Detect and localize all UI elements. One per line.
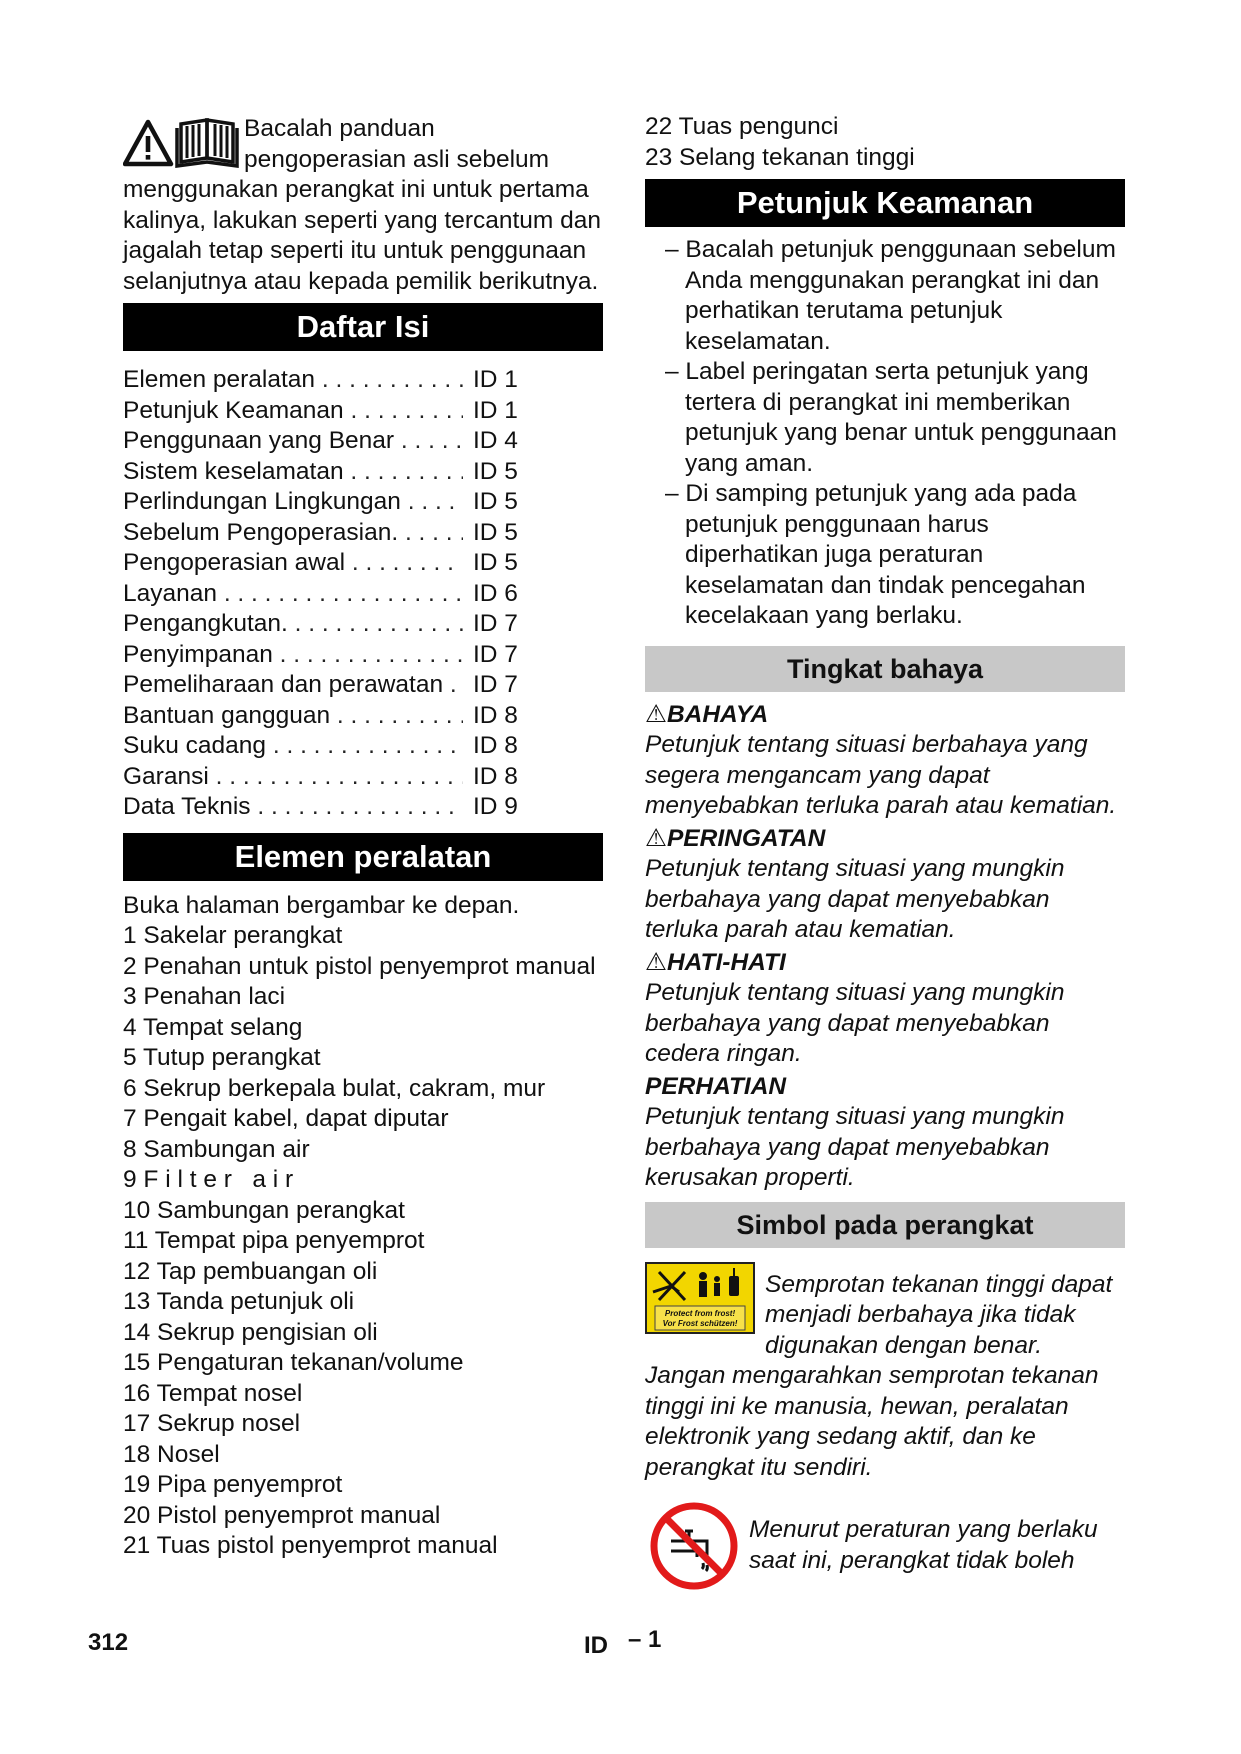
safety-heading: Petunjuk Keamanan bbox=[645, 179, 1125, 227]
toc-entry bbox=[123, 792, 603, 823]
toc-entry-label: Pemeliharaan dan perawatan . . . bbox=[123, 670, 463, 701]
element-item: 3 Penahan laci bbox=[123, 983, 286, 1010]
toc-entry-page: ID 5 bbox=[473, 457, 518, 485]
element-item: 17 Sekrup nosel bbox=[123, 1410, 301, 1437]
element-item: 23 Selang tekanan tinggi bbox=[645, 143, 915, 171]
element-item: 22 Tuas pengunci bbox=[645, 113, 839, 140]
danger-level-text: Petunjuk tentang situasi yang mungkin berbahaya yang dapat menyebabkan terluka parah atau kematian. bbox=[645, 855, 1065, 943]
toc-entry-page: ID 7 bbox=[473, 610, 518, 637]
safety-item: – Label peringatan serta petunjuk yang tertera di perangkat ini memberikan petunjuk yang benar untuk penggunaan yang aman. bbox=[665, 358, 1117, 477]
intro-text: Bacalah panduan pengoperasian asli sebelum menggunakan perangkat ini untuk pertama kalinya, lakukan seperti yang tercantum dan jagalah tetap seperti itu untuk penggunaan selanjutnya atau kepada pemilik berikutnya. bbox=[123, 115, 602, 295]
element-item: 12 Tap pembuangan oli bbox=[123, 1257, 378, 1285]
element-item: 4 Tempat selang bbox=[123, 1013, 303, 1041]
toc-entry-label: Sebelum Pengoperasian. . . . bbox=[123, 518, 463, 549]
intro-icons bbox=[123, 112, 240, 170]
left-column bbox=[123, 112, 603, 1562]
toc-list bbox=[123, 365, 603, 823]
toc-entry-label: Garansi . . . bbox=[123, 762, 463, 793]
toc-entry-label: Pengoperasian awal . . . bbox=[123, 548, 463, 579]
toc-entry-page: ID 8 bbox=[473, 701, 518, 729]
element-item: 15 Pengaturan tekanan/volume bbox=[123, 1349, 464, 1376]
toc-entry-label: Data Teknis . . . bbox=[123, 792, 463, 823]
element-item: 9 F i l t e r a i r bbox=[123, 1166, 294, 1193]
toc-entry bbox=[123, 548, 603, 579]
toc-entry-label: Layanan . . . bbox=[123, 579, 463, 610]
toc-entry bbox=[123, 579, 603, 610]
intro-block bbox=[123, 112, 603, 297]
toc-entry bbox=[123, 640, 603, 671]
warning-symbol-icon: ⚠ bbox=[645, 948, 667, 976]
footer-page-number: 312 bbox=[88, 1629, 129, 1656]
open-book-icon bbox=[177, 120, 237, 166]
danger-level-name: PERINGATAN bbox=[666, 824, 826, 852]
toc-entry bbox=[123, 396, 603, 427]
toc-entry-page: ID 8 bbox=[473, 732, 518, 759]
elements-list-left bbox=[123, 921, 603, 1562]
danger-level-name: HATI-HATI bbox=[666, 948, 786, 976]
elements-intro: Buka halaman bergambar ke depan. bbox=[123, 891, 520, 919]
toc-entry-label: Petunjuk Keamanan . . . bbox=[123, 396, 463, 427]
warning-symbol-icon: ⚠ bbox=[645, 700, 667, 728]
toc-entry-label: Penggunaan yang Benar . . . bbox=[123, 426, 463, 457]
no-drinking-water-connection-icon bbox=[649, 1501, 739, 1600]
label-caption-line-2: Vor Frost schützen! bbox=[662, 1318, 738, 1328]
footer-section-page: – 1 bbox=[628, 1626, 662, 1653]
danger-level-name: BAHAYA bbox=[666, 700, 769, 728]
danger-level-title bbox=[645, 1072, 1125, 1103]
toc-entry bbox=[123, 701, 603, 732]
toc-entry-label: Suku cadang . . . bbox=[123, 731, 463, 762]
footer-lang: ID bbox=[584, 1632, 608, 1659]
safety-item: – Di samping petunjuk yang ada pada petunjuk penggunaan harus diperhatikan juga peraturan keselamatan dan tindak pencegahan kecelakaan yang berlaku. bbox=[665, 480, 1086, 629]
element-item: 21 Tuas pistol penyemprot manual bbox=[123, 1532, 498, 1559]
elements-list-right bbox=[645, 112, 1125, 173]
toc-entry-label: Bantuan gangguan . . . bbox=[123, 701, 463, 732]
element-item: 11 Tempat pipa penyemprot bbox=[123, 1227, 425, 1254]
element-item: 18 Nosel bbox=[123, 1440, 220, 1468]
toc-entry bbox=[123, 426, 603, 457]
symbols-heading: Simbol pada perangkat bbox=[645, 1202, 1125, 1248]
danger-level-title bbox=[645, 948, 1125, 979]
toc-entry-page: ID 5 bbox=[473, 549, 518, 576]
danger-level-title bbox=[645, 700, 1125, 731]
toc-entry-page: ID 9 bbox=[473, 793, 518, 820]
toc-entry bbox=[123, 762, 603, 793]
element-item: 13 Tanda petunjuk oli bbox=[123, 1288, 355, 1315]
toc-entry-page: ID 1 bbox=[473, 366, 518, 393]
element-item: 6 Sekrup berkepala bulat, cakram, mur bbox=[123, 1074, 546, 1102]
element-item: 8 Sambungan air bbox=[123, 1135, 310, 1163]
element-item: 5 Tutup perangkat bbox=[123, 1044, 321, 1071]
toc-entry-page: ID 7 bbox=[473, 640, 518, 668]
danger-level-text: Petunjuk tentang situasi berbahaya yang segera mengancam yang dapat menyebabkan terluka parah atau kematian. bbox=[645, 731, 1117, 819]
element-item: 20 Pistol penyemprot manual bbox=[123, 1501, 441, 1529]
danger-levels-list bbox=[645, 700, 1125, 1194]
toc-entry bbox=[123, 365, 603, 396]
danger-level-text: Petunjuk tentang situasi yang mungkin berbahaya yang dapat menyebabkan cedera ringan. bbox=[645, 979, 1065, 1067]
toc-entry-page: ID 8 bbox=[473, 762, 518, 790]
element-item: 10 Sambungan perangkat bbox=[123, 1196, 405, 1224]
symbol-entry-no-drinking-water bbox=[645, 1501, 1125, 1604]
danger-level-text: Petunjuk tentang situasi yang mungkin berbahaya yang dapat menyebabkan kerusakan properti. bbox=[645, 1103, 1065, 1191]
safety-list bbox=[645, 235, 1125, 632]
danger-level-title bbox=[645, 824, 1125, 855]
symbol-text-high-pressure: Semprotan tekanan tinggi dapat menjadi berbahaya jika tidak digunakan dengan benar. Jangan mengarahkan semprotan tekanan tinggi ini ke manusia, hewan, peralatan elektronik yang sedang aktif, dan ke perangkat itu sendiri. bbox=[645, 1270, 1113, 1481]
toc-entry bbox=[123, 670, 603, 701]
toc-entry-label: Elemen peralatan . . . bbox=[123, 365, 463, 396]
toc-entry-page: ID 6 bbox=[473, 579, 518, 607]
toc-entry-label: Penyimpanan . . . bbox=[123, 640, 463, 671]
element-item: 2 Penahan untuk pistol penyemprot manual bbox=[123, 952, 596, 980]
danger-level-name: PERHATIAN bbox=[645, 1072, 787, 1100]
toc-entry-page: ID 5 bbox=[473, 518, 518, 546]
toc-entry-page: ID 5 bbox=[473, 488, 518, 515]
danger-levels-heading: Tingkat bahaya bbox=[645, 646, 1125, 692]
safety-item: – Bacalah petunjuk penggunaan sebelum Anda menggunakan perangkat ini dan perhatikan terutama petunjuk keselamatan. bbox=[665, 236, 1116, 355]
symbol-entry-high-pressure bbox=[645, 1262, 1125, 1484]
toc-entry-page: ID 7 bbox=[473, 671, 518, 698]
toc-entry-label: Pengangkutan. . . . bbox=[123, 609, 463, 640]
toc-entry bbox=[123, 457, 603, 488]
warning-symbol-icon: ⚠ bbox=[645, 824, 667, 852]
right-column bbox=[645, 112, 1125, 1604]
toc-entry-page: ID 4 bbox=[473, 427, 518, 454]
element-item: 14 Sekrup pengisian oli bbox=[123, 1318, 378, 1346]
warning-triangle-icon bbox=[125, 122, 171, 164]
toc-entry bbox=[123, 609, 603, 640]
element-item: 1 Sakelar perangkat bbox=[123, 922, 343, 949]
label-caption-line-1: Protect from frost! bbox=[664, 1308, 736, 1318]
toc-entry-label: Sistem keselamatan . . . bbox=[123, 457, 463, 488]
symbol-text-no-drinking-water: Menurut peraturan yang berlaku saat ini, perangkat tidak boleh bbox=[749, 1516, 1098, 1574]
toc-heading: Daftar Isi bbox=[123, 303, 603, 351]
high-pressure-warning-label-icon bbox=[645, 1262, 755, 1343]
toc-entry bbox=[123, 487, 603, 518]
toc-entry-page: ID 1 bbox=[473, 396, 518, 424]
element-item: 19 Pipa penyemprot bbox=[123, 1471, 343, 1498]
elements-heading: Elemen peralatan bbox=[123, 833, 603, 881]
toc-entry bbox=[123, 518, 603, 549]
element-item: 16 Tempat nosel bbox=[123, 1379, 303, 1407]
element-item: 7 Pengait kabel, dapat diputar bbox=[123, 1105, 449, 1132]
toc-entry-label: Perlindungan Lingkungan . . . bbox=[123, 487, 463, 518]
toc-entry bbox=[123, 731, 603, 762]
